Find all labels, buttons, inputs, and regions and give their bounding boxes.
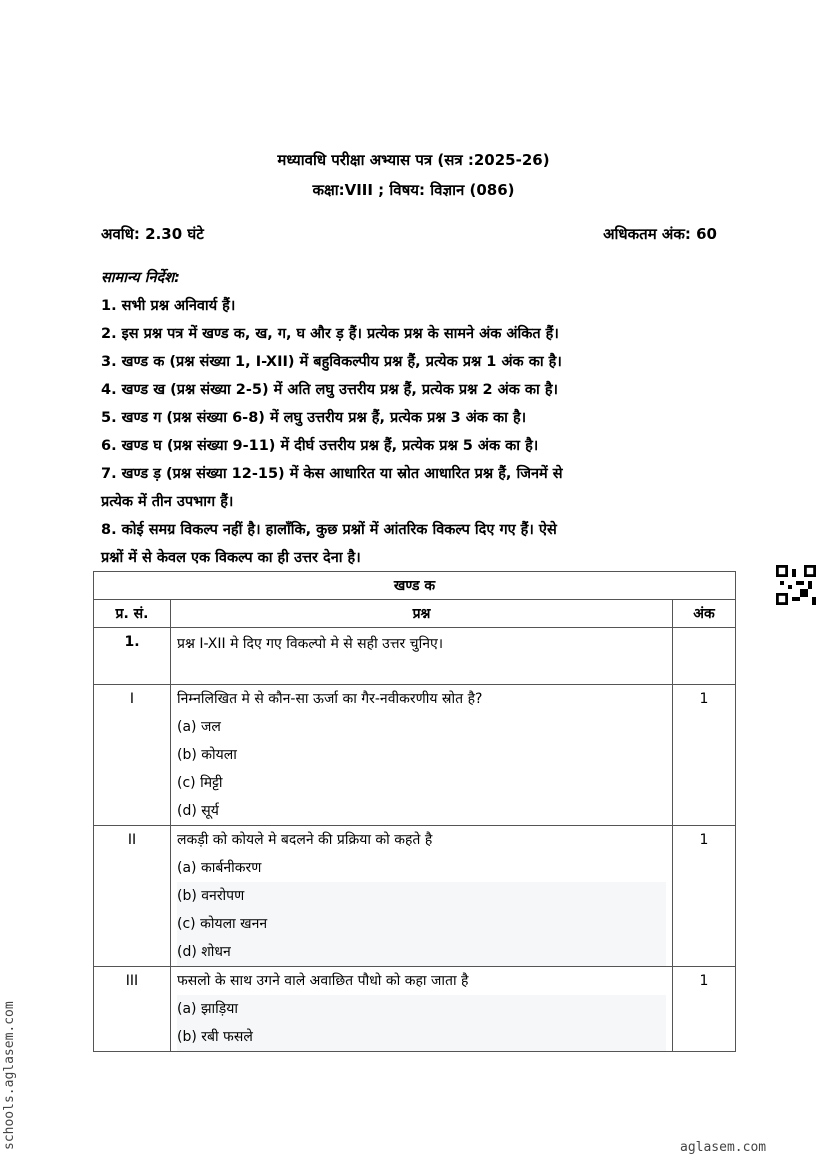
max-marks: अधिकतम अंक: 60 <box>603 225 717 243</box>
instruction-item: 1. सभी प्रश्न अनिवार्य हैं। <box>101 298 236 314</box>
question-cell <box>171 967 673 1052</box>
marks-cell <box>673 628 736 685</box>
question-cell <box>171 826 673 967</box>
option: (b) वनरोपण <box>177 882 666 910</box>
section-heading: खण्ड क <box>94 572 736 600</box>
paper-title: मध्यावधि परीक्षा अभ्यास पत्र (सत्र :2025-26) <box>277 151 550 169</box>
marks: 1 <box>673 685 736 826</box>
option: (b) रबी फसले <box>177 1023 666 1051</box>
table-row <box>94 628 736 685</box>
qr-code-icon[interactable] <box>776 565 816 605</box>
question-number: III <box>94 967 171 1052</box>
option: (d) सूर्य <box>177 803 219 819</box>
instruction-item: 5. खण्ड ग (प्रश्न संख्या 6-8) में लघु उत्तरीय प्रश्न हैं, प्रत्येक प्रश्न 3 अंक का है। <box>101 410 527 426</box>
question-text: प्रश्न I-XII मे दिए गए विकल्पो मे से सही उत्तर चुनिए। <box>171 628 673 685</box>
table-row <box>94 685 736 826</box>
marks: 1 <box>673 826 736 967</box>
instruction-item: 2. इस प्रश्न पत्र में खण्ड क, ख, ग, घ और ड़ हैं। प्रत्येक प्रश्न के सामने अंक अंकित हैं। <box>101 326 559 342</box>
question-number: II <box>94 826 171 967</box>
instruction-item: 3. खण्ड क (प्रश्न संख्या 1, I-XII) में बहुविकल्पीय प्रश्न हैं, प्रत्येक प्रश्न 1 अंक का है। <box>101 354 562 370</box>
instruction-item: 4. खण्ड ख (प्रश्न संख्या 2-5) में अति लघु उत्तरीय प्रश्न हैं, प्रत्येक प्रश्न 2 अंक का है। <box>101 382 559 398</box>
instruction-item: 6. खण्ड घ (प्रश्न संख्या 9-11) में दीर्घ उत्तरीय प्रश्न हैं, प्रत्येक प्रश्न 5 अंक का है। <box>101 438 539 454</box>
option: (d) शोधन <box>177 938 666 966</box>
general-instructions <box>101 264 721 572</box>
question-text: फसलो के साथ उगने वाले अवाछित पौधो को कहा जाता है <box>177 973 469 989</box>
col-header-question: प्रश्न <box>171 600 673 628</box>
instruction-item: प्रश्नों में से केवल एक विकल्प का ही उत्तर देना है। <box>101 550 361 566</box>
duration: अवधि: 2.30 घंटे <box>101 225 204 243</box>
option: (c) मिट्टी <box>177 775 223 791</box>
watermark-left: schools.aglasem.com <box>2 1001 17 1150</box>
option: (b) कोयला <box>177 747 237 763</box>
watermark-right: aglasem.com <box>680 1140 767 1155</box>
option: (a) जल <box>177 719 221 735</box>
question-cell <box>171 685 673 826</box>
question-text: लकड़ी को कोयले मे बदलने की प्रक्रिया को कहते है <box>177 832 433 848</box>
instruction-item: 8. कोई समग्र विकल्प नहीं है। हालाँकि, कुछ प्रश्नों में आंतरिक विकल्प दिए गए हैं। ऐसे <box>101 522 557 538</box>
table-row <box>94 826 736 967</box>
question-number: 1. <box>94 628 171 685</box>
col-header-number: प्र. सं. <box>94 600 171 628</box>
option: (c) कोयला खनन <box>177 910 666 938</box>
option: (a) कार्बनीकरण <box>177 860 262 876</box>
option: (a) झाड़िया <box>177 995 666 1023</box>
questions-table <box>93 571 736 1052</box>
instruction-item: प्रत्येक में तीन उपभाग हैं। <box>101 494 234 510</box>
col-header-marks: अंक <box>673 600 736 628</box>
class-subject: कक्षा:VIII ; विषय: विज्ञान (086) <box>312 181 515 199</box>
table-row <box>94 967 736 1052</box>
instructions-heading: सामान्य निर्देश: <box>101 270 180 286</box>
instruction-item: 7. खण्ड ड़ (प्रश्न संख्या 12-15) में केस आधारित या स्रोत आधारित प्रश्न हैं, जिनमें से <box>101 466 563 482</box>
question-text: निम्नलिखित मे से कौन-सा ऊर्जा का गैर-नवीकरणीय स्रोत है? <box>177 691 483 707</box>
marks: 1 <box>673 967 736 1052</box>
question-number: I <box>94 685 171 826</box>
